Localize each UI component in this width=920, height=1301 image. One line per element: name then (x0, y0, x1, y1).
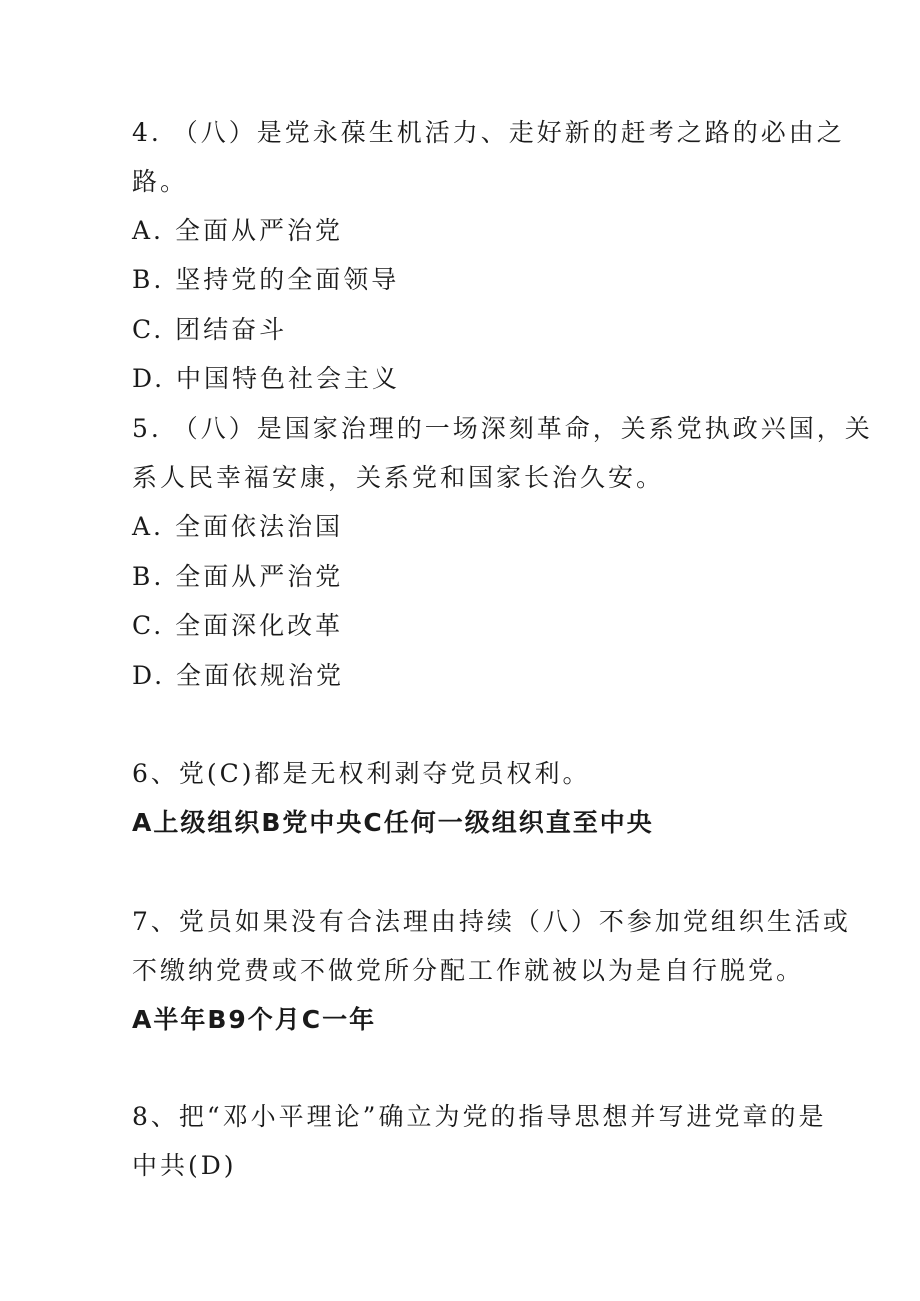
question-7-options: A半年B9个月C一年 (132, 1005, 377, 1034)
question-5-option-d: D. 全面依规治党 (132, 661, 345, 690)
question-5-text-line-2: 系人民幸福安康，关系党和国家长治久安。 (132, 463, 665, 492)
question-5-option-c: C. 全面深化改革 (132, 611, 344, 640)
question-4-option-a: A. 全面从严治党 (132, 216, 343, 245)
question-5-text-line-1: 5. （八）是国家治理的一场深刻革命，关系党执政兴国，关 (132, 414, 873, 443)
question-4-text-line-1: 4. （八）是党永葆生机活力、走好新的赶考之路的必由之 (132, 118, 845, 147)
question-4-text-line-2: 路。 (132, 167, 189, 196)
question-7-text-line-2: 不缴纳党费或不做党所分配工作就被以为是自行脱党。 (132, 956, 805, 985)
question-6-options: A上级组织B党中央C任何一级组织直至中央 (132, 808, 654, 837)
question-6-text: 6、党(C)都是无权利剥夺党员权利。 (132, 759, 591, 788)
question-7-text-line-1: 7、党员如果没有合法理由持续（八）不参加党组织生活或 (132, 907, 851, 936)
question-8-text-line-2: 中共(D) (132, 1151, 237, 1180)
question-4-option-b: B. 坚持党的全面领导 (132, 265, 400, 294)
question-4-option-c: C. 团结奋斗 (132, 315, 288, 344)
question-5-option-a: A. 全面依法治国 (132, 512, 343, 541)
question-4-option-d: D. 中国特色社会主义 (132, 364, 401, 393)
question-5-option-b: B. 全面从严治党 (132, 562, 344, 591)
question-8-text-line-1: 8、把“邓小平理论”确立为党的指导思想并写进党章的是 (132, 1102, 827, 1131)
